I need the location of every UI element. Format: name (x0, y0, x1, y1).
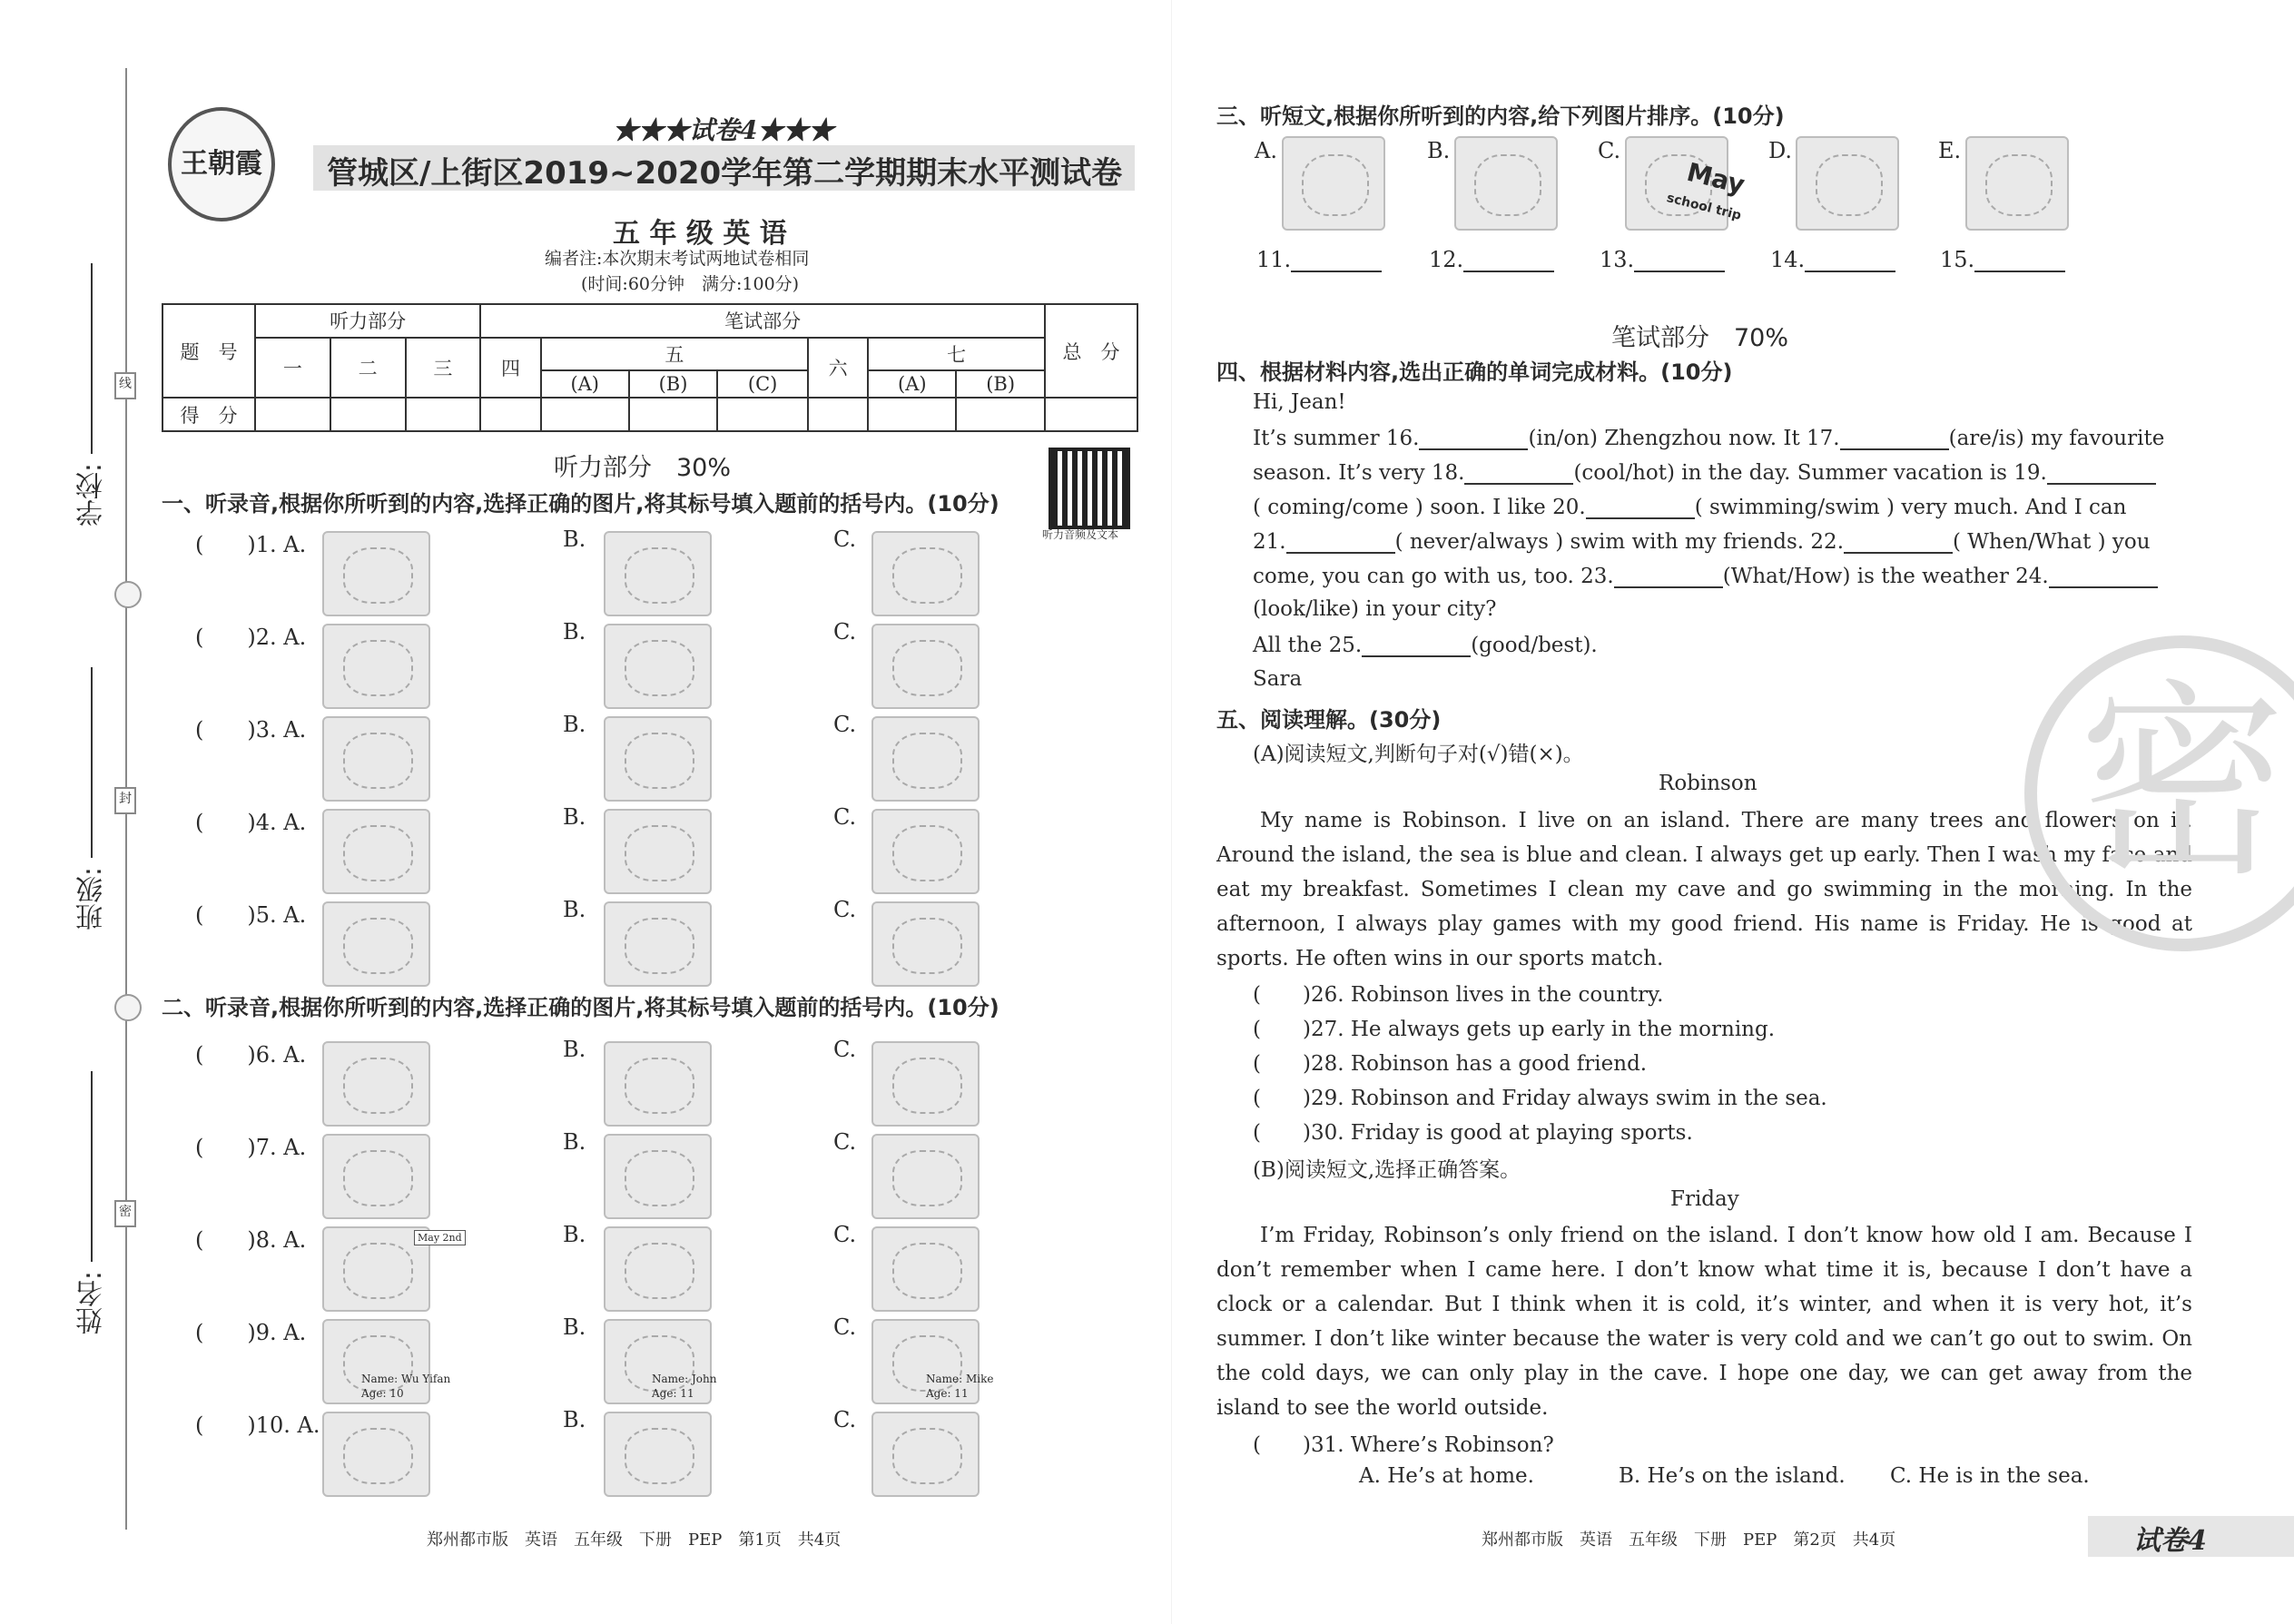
col-4: 四 (480, 338, 540, 399)
part3-picture[interactable] (1965, 136, 2069, 231)
part3-letter: C. (1598, 138, 1621, 163)
part3-letter: E. (1938, 138, 1962, 163)
part3-answer[interactable] (1256, 247, 1382, 272)
friday-passage: I’m Friday, Robinson’s only friend on the island. I don’t know how old I am. Because I don’t remember when I came here. I don’t know what time it is, because I don’t have a clock or a calendar. But I think when it is cold, it’s winter, and when it is very hot, it’s summer. I don’t like winter because the water is very cold and we can’t go out to swim. On the cold days, we can only play in the cave. I hope one day, we can get away from the island to see the world outside. (1216, 1224, 2192, 1420)
part2-picture-c[interactable] (871, 1134, 980, 1219)
card-age-c: Age: 11 (926, 1387, 969, 1400)
part3-number: 14. (1770, 247, 1806, 272)
answer-blank[interactable] (1805, 247, 1895, 272)
tf-item-28[interactable]: ( )28. Robinson has a good friend. (1253, 1052, 1648, 1076)
part2-q5: ( )10. A. (195, 1412, 320, 1438)
editor-note: 编者注:本次期末考试两地试卷相同 (545, 249, 810, 269)
part1-q4: ( )4. A. (195, 810, 307, 835)
page-fold (1171, 0, 1172, 1624)
part1-picture-c[interactable] (871, 809, 980, 894)
tf-item-30[interactable]: ( )30. Friday is good at playing sports. (1253, 1121, 1693, 1145)
part2-opt-b: B. (563, 1407, 586, 1432)
binding-hole-top (114, 581, 142, 608)
part5-instruction: 五、阅读理解。(30分) (1216, 707, 1442, 733)
card-age-b: Age: 11 (652, 1387, 694, 1400)
part3-picture[interactable] (1796, 136, 1899, 231)
tf-item-27[interactable]: ( )27. He always gets up early in the morning. (1253, 1018, 1776, 1041)
part2-opt-b: B. (563, 1222, 586, 1247)
friday-title: Friday (1670, 1187, 1739, 1211)
cloze-blank[interactable] (1840, 425, 1949, 450)
part2-opt-c: C. (833, 1037, 857, 1062)
card-name-c: Name: Mike (926, 1373, 994, 1385)
part1-q2: ( )2. A. (195, 625, 307, 650)
part1-opt-b: B. (563, 527, 586, 552)
score-cell[interactable] (956, 398, 1045, 431)
part3-number: 13. (1600, 247, 1635, 272)
cloze-blank[interactable] (1419, 425, 1528, 450)
letter-text: (cool/hot) in the day. Summer vacation is 19. (1573, 461, 2047, 485)
part1-opt-c: C. (833, 619, 857, 645)
part2-opt-b: B. (563, 1037, 586, 1062)
part3-letter: A. (1255, 138, 1277, 163)
writing-header: 笔试部分 (480, 304, 1045, 338)
letter-line (1253, 528, 2192, 554)
qr-code[interactable] (1049, 448, 1130, 529)
part3-letter: B. (1427, 138, 1451, 163)
tag-line: 线 (114, 372, 136, 399)
score-label: 得 分 (162, 398, 255, 431)
letter-text: season. It’s very 18. (1253, 461, 1465, 485)
name-label: 姓名: (76, 1271, 108, 1335)
tag-secret: 密 (114, 1200, 136, 1227)
score-cell[interactable] (330, 398, 406, 431)
tf-item-29[interactable]: ( )29. Robinson and Friday always swim in the sea. (1253, 1087, 1827, 1110)
letter-text: (What/How) is the weather 24. (1722, 565, 2049, 588)
part2-picture-c[interactable] (871, 1041, 980, 1127)
part3-instruction: 三、听短文,根据你所听到的内容,给下列图片排序。(10分) (1216, 103, 1785, 129)
part3-answer[interactable] (1429, 247, 1554, 272)
part2-opt-b: B. (563, 1129, 586, 1155)
answer-blank[interactable] (1463, 247, 1554, 272)
part2-picture-b[interactable] (604, 1412, 712, 1497)
time-score: (时间:60分钟 满分:100分) (581, 274, 800, 294)
part1-picture-c[interactable] (871, 716, 980, 802)
part1-picture-a[interactable] (322, 809, 430, 894)
part1-opt-b: B. (563, 804, 586, 830)
letter-text: ( When/What ) you (1953, 530, 2151, 554)
school-label: 学校: (76, 463, 108, 527)
part3-number: 12. (1429, 247, 1464, 272)
part3-number: 11. (1256, 247, 1292, 272)
letter-text: come, you can go with us, too. 23. (1253, 565, 1614, 588)
letter-text: All the 25. (1253, 634, 1363, 657)
part1-picture-a[interactable] (322, 901, 430, 987)
part2-opt-b: B. (563, 1314, 586, 1340)
part3-answer[interactable] (1770, 247, 1895, 272)
col-6: 六 (808, 338, 868, 399)
part1-picture-b[interactable] (604, 809, 712, 894)
answer-blank[interactable] (1291, 247, 1382, 272)
part1-opt-b: B. (563, 712, 586, 737)
qr-caption: 听力音频及文本 (1042, 528, 1119, 541)
letter-line (1253, 494, 2192, 519)
listening-header: 听力部分 (255, 304, 480, 338)
letter-line (1253, 425, 2192, 450)
trip-label: school trip (1665, 191, 1743, 223)
col-5: 五 (541, 338, 808, 371)
part1-picture-b[interactable] (604, 624, 712, 709)
cloze-blank[interactable] (1844, 528, 1953, 554)
part2-picture-a[interactable] (322, 1041, 430, 1127)
part2-picture-c[interactable] (871, 1412, 980, 1497)
answer-blank[interactable] (1634, 247, 1725, 272)
score-table (162, 303, 1138, 432)
school-line (91, 263, 93, 454)
part5b-instruction: (B)阅读短文,选择正确答案。 (1253, 1158, 1521, 1182)
part2-q1: ( )6. A. (195, 1042, 307, 1068)
score-cell[interactable] (1045, 398, 1137, 431)
part2-picture-a[interactable] (322, 1134, 430, 1219)
listening-heading: 听力部分 30% (554, 454, 732, 482)
footer-right: 郑州都市版 英语 五年级 下册 PEP 第2页 共4页 (1482, 1530, 1896, 1550)
part1-picture-b[interactable] (604, 901, 712, 987)
robinson-title: Robinson (1659, 772, 1757, 795)
part1-opt-b: B. (563, 619, 586, 645)
col-7b: (B) (956, 370, 1045, 398)
letter-line (1253, 563, 2192, 588)
part4-instruction: 四、根据材料内容,选出正确的单词完成材料。(10分) (1216, 359, 1733, 385)
exam-title: 管城区/上街区2019~2020学年第二学期期末水平测试卷 (327, 155, 1123, 192)
part2-picture-b[interactable] (604, 1041, 712, 1127)
card-name-b: Name: John (652, 1373, 717, 1385)
score-cell[interactable] (868, 398, 956, 431)
cloze-blank[interactable] (2049, 563, 2158, 588)
part1-picture-a[interactable] (322, 716, 430, 802)
part2-opt-c: C. (833, 1314, 857, 1340)
exam-badge: 试卷4 (2133, 1525, 2207, 1557)
letter-text: It’s summer 16. (1253, 427, 1420, 450)
col-7: 七 (868, 338, 1045, 371)
writing-heading: 笔试部分 70% (1611, 324, 1789, 352)
part1-q3: ( )3. A. (195, 717, 307, 743)
letter-line (1253, 459, 2192, 485)
score-cell[interactable] (541, 398, 629, 431)
part2-picture-c[interactable] (871, 1226, 980, 1312)
letter-line (1253, 597, 2192, 621)
letter-text: (good/best). (1471, 634, 1598, 657)
answer-blank[interactable] (1974, 247, 2065, 272)
part2-picture-a[interactable] (322, 1412, 430, 1497)
tag-seal: 封 (114, 787, 136, 814)
score-cell[interactable] (808, 398, 868, 431)
part3-picture[interactable] (1282, 136, 1385, 231)
letter-text: ( coming/come ) soon. I like 20. (1253, 496, 1586, 519)
part1-picture-c[interactable] (871, 901, 980, 987)
cloze-blank[interactable] (1286, 528, 1395, 554)
footer-left: 郑州都市版 英语 五年级 下册 PEP 第1页 共4页 (427, 1530, 842, 1550)
score-cell[interactable] (629, 398, 718, 431)
total-header: 总 分 (1045, 304, 1137, 398)
letter-text: ( swimming/swim ) very much. And I can (1694, 496, 2127, 519)
part1-q1: ( )1. A. (195, 532, 307, 557)
part1-opt-c: C. (833, 527, 857, 552)
cloze-blank[interactable] (1586, 494, 1695, 519)
col-5a: (A) (541, 370, 629, 398)
letter-text: (look/like) in your city? (1253, 597, 1497, 621)
may-label: May (1683, 156, 1748, 201)
part1-opt-b: B. (563, 897, 586, 922)
part1-opt-c: C. (833, 712, 857, 737)
part2-opt-c: C. (833, 1222, 857, 1247)
part2-instruction: 二、听录音,根据你所听到的内容,选择正确的图片,将其标号填入题前的括号内。(10分) (162, 995, 999, 1020)
col-5c: (C) (717, 370, 808, 398)
part1-picture-b[interactable] (604, 531, 712, 616)
cloze-blank[interactable] (1362, 632, 1471, 657)
part2-picture-b[interactable] (604, 1134, 712, 1219)
letter-sign: Sara (1253, 667, 1303, 691)
part2-q4: ( )9. A. (195, 1320, 307, 1345)
exam-number: ★★★试卷4★★★ (613, 115, 834, 145)
part3-letter: D. (1768, 138, 1793, 163)
part3-picture[interactable] (1454, 136, 1558, 231)
part2-picture-b[interactable] (604, 1226, 712, 1312)
score-cell[interactable] (255, 398, 330, 431)
col-5b: (B) (629, 370, 718, 398)
part1-opt-c: C. (833, 897, 857, 922)
letter-text: ( never/always ) swim with my friends. 22. (1394, 530, 1844, 554)
letter-text: 21. (1253, 530, 1286, 554)
q31-option-b[interactable]: B. He’s on the island. (1619, 1464, 1846, 1488)
part1-opt-c: C. (833, 804, 857, 830)
binding-hole-bottom (114, 994, 142, 1021)
col-1: 一 (255, 338, 330, 399)
part1-picture-c[interactable] (871, 531, 980, 616)
class-label: 班级: (76, 867, 108, 931)
cloze-blank[interactable] (2047, 459, 2156, 485)
class-line (91, 667, 93, 858)
q31: ( )31. Where’s Robinson? (1253, 1433, 1554, 1457)
letter-text: (are/is) my favourite (1948, 427, 2165, 450)
q31-option-c[interactable]: C. He is in the sea. (1890, 1464, 2090, 1488)
tf-item-26[interactable]: ( )26. Robinson lives in the country. (1253, 983, 1664, 1007)
col-3: 三 (406, 338, 481, 399)
col-7a: (A) (868, 370, 956, 398)
part2-q2: ( )7. A. (195, 1135, 307, 1160)
part5a-instruction: (A)阅读短文,判断句子对(√)错(×)。 (1253, 743, 1584, 766)
logo: 王朝霞 (168, 107, 275, 221)
part2-opt-c: C. (833, 1407, 857, 1432)
part2-opt-c: C. (833, 1129, 857, 1155)
calendar-label: May 2nd (414, 1230, 466, 1245)
col-2: 二 (330, 338, 406, 399)
part2-q3: ( )8. A. (195, 1227, 307, 1253)
card-age-a: Age: 10 (361, 1387, 404, 1400)
part1-picture-b[interactable] (604, 716, 712, 802)
row-label: 题 号 (162, 304, 255, 398)
part3-answer[interactable] (1940, 247, 2065, 272)
score-cell[interactable] (406, 398, 481, 431)
part1-picture-a[interactable] (322, 624, 430, 709)
part3-number: 15. (1940, 247, 1975, 272)
score-cell[interactable] (480, 398, 540, 431)
card-name-a: Name: Wu Yifan (361, 1373, 451, 1385)
part1-picture-c[interactable] (871, 624, 980, 709)
letter-greeting: Hi, Jean! (1253, 390, 1346, 414)
cloze-blank[interactable] (1464, 459, 1573, 485)
cloze-blank[interactable] (1614, 563, 1723, 588)
name-line (91, 1071, 93, 1262)
letter-line (1253, 632, 2192, 657)
q31-option-a[interactable]: A. He’s at home. (1359, 1464, 1534, 1488)
subject-title: 五 年 级 英 语 (613, 218, 787, 250)
part3-answer[interactable] (1600, 247, 1725, 272)
score-cell[interactable] (717, 398, 808, 431)
part1-picture-a[interactable] (322, 531, 430, 616)
part1-q5: ( )5. A. (195, 902, 307, 928)
watermark-seal: 密 (2024, 635, 2294, 951)
letter-text: (in/on) Zhengzhou now. It 17. (1528, 427, 1840, 450)
part1-instruction: 一、听录音,根据你所听到的内容,选择正确的图片,将其标号填入题前的括号内。(10分) (162, 491, 999, 517)
robinson-passage: My name is Robinson. I live on an island. There are many trees and flowers on it. Around the island, the sea is blue and clean. I always get up early. Then I wash my face and eat my breakfast. Sometimes I clean my cave and go swimming in the morning. In the afternoon, I always play games with my good friend. His name is Friday. He is good at sports. He often wins in our sports match. (1216, 809, 2192, 970)
